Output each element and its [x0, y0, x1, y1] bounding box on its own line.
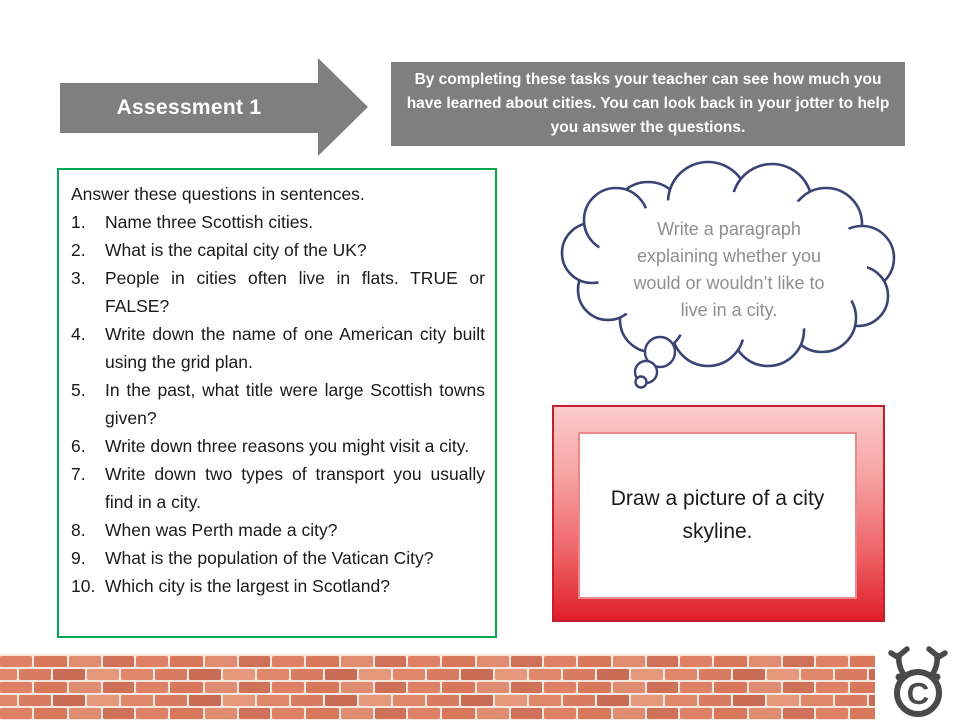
question-number: 7.	[71, 464, 86, 484]
instruction-text: By completing these tasks your teacher can see how much you have learned about cities. You can look back in your jotter to help you answer the questions.	[406, 70, 890, 136]
question-item	[71, 516, 485, 544]
question-number: 4.	[71, 324, 86, 344]
question-item	[71, 376, 485, 432]
question-item	[71, 320, 485, 376]
question-text: Which city is the largest in Scotland?	[105, 576, 390, 596]
copyright-symbol: C	[906, 676, 930, 711]
question-item	[71, 544, 485, 572]
thought-bubble-text: Write a paragraph explaining whether you would or wouldn’t like to live in a city.	[633, 219, 825, 320]
question-number: 8.	[71, 520, 86, 540]
assessment-title: Assessment 1	[116, 95, 262, 119]
question-number: 1.	[71, 212, 86, 232]
question-text: What is the population of the Vatican City?	[105, 548, 434, 568]
brick-wall	[0, 654, 875, 720]
draw-box	[578, 432, 857, 599]
question-text: Name three Scottish cities.	[105, 212, 314, 232]
question-text: Write down the name of one American city built using the grid plan.	[105, 324, 485, 372]
question-text: People in cities often live in flats. TRUE or FALSE?	[105, 268, 485, 316]
question-number: 9.	[71, 548, 86, 568]
draw-box-text: Draw a picture of a city skyline.	[610, 486, 825, 543]
question-item	[71, 572, 485, 600]
question-item	[71, 236, 485, 264]
question-item	[71, 432, 485, 460]
question-text: Write down three reasons you might visit a city.	[105, 436, 470, 456]
questions-list	[71, 208, 485, 600]
question-text: In the past, what title were large Scottish towns given?	[105, 380, 485, 428]
questions-intro: Answer these questions in sentences.	[71, 184, 365, 204]
question-number: 5.	[71, 380, 86, 400]
instruction-box	[391, 62, 905, 146]
question-item	[71, 264, 485, 320]
question-item	[71, 460, 485, 516]
question-number: 6.	[71, 436, 86, 456]
questions-box	[57, 168, 497, 638]
draw-frame	[552, 405, 885, 622]
copyright-moose-logo	[879, 644, 957, 720]
question-number: 3.	[71, 268, 86, 288]
question-number: 10.	[71, 576, 96, 596]
question-item	[71, 208, 485, 236]
question-text: What is the capital city of the UK?	[105, 240, 367, 260]
question-text: Write down two types of transport you usually find in a city.	[105, 464, 485, 512]
question-number: 2.	[71, 240, 86, 260]
question-text: When was Perth made a city?	[105, 520, 338, 540]
